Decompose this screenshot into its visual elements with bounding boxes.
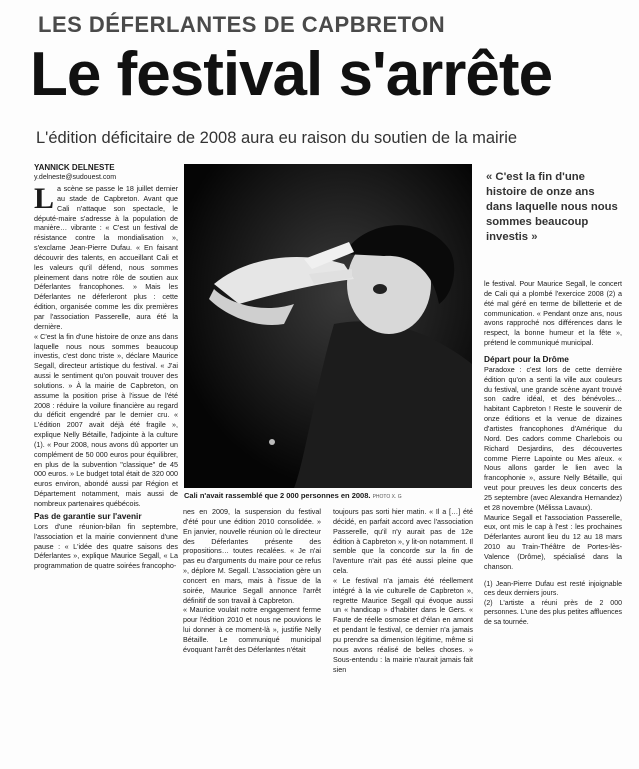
subheading-avenir: Pas de garantie sur l'avenir — [34, 510, 142, 521]
column-1-paragraph-2: « C'est la fin d'une histoire de onze ans dans laquelle nous nous sommes beaucoup investis, c'est donc triste », déclare Maurice Segall, directeur artistique du festival. « J'ai aussi le sentiment qu'on pouvait trouver des solutions. » À la mairie de Capbreton, on assume la position prise à l'issue de l'été 2008 : réduire la voilure financière au regard du déficit engendré par le dernier cru. « L'édition 2007 avait déjà été fragile », explique Nelly Bétaille, l'adjointe à la culture (1). « Pour 2008, nous avons dû apporter un complément de 50 000 euros pour équilibrer, en plus de la subvention "classique" de 45 000 euros. » Le budget total était de 320 000 euros environ, abondé aussi par Région et Département notamment, mais aussi de nombreux partenaires québécois. — [34, 331, 178, 508]
article-column-4 — [484, 279, 622, 627]
concert-photo — [184, 164, 472, 488]
column-1-text: a scène se passe le 18 juillet dernier au stade de Capbreton. Avant que Cali n'attaque son spectacle, le député-maire s'adresse à la population de manière… vibrante : « C'est un festival de résistance contre la mondialisation », s'exclame Jean-Pierre Dufau. « En faisant découvrir des talents, en accueillant Cali et les valeurs qu'il défend, nous sommes pleinement dans notre rôle de soutien aux Déferlantes francophones. » Mais les Déferlantes ne déferleront plus : cette édition, organisée comme les dix premières par l'association Passerelle, aura été la dernière. — [34, 184, 178, 331]
drop-cap: L — [34, 182, 55, 215]
article-column-1 — [34, 184, 178, 571]
column-1-paragraph-3: Lors d'une réunion-bilan fin septembre, l'association et la mairie conviennent d'une pause : « L'idée des quatre saisons des Déferlantes », explique Maurice Segall, « La programmation de quatre soirées francopho- — [34, 521, 178, 571]
subheadline: L'édition déficitaire de 2008 aura eu raison du soutien de la mairie — [36, 129, 518, 147]
author-name: YANNICK DELNESTE — [34, 163, 115, 172]
singer-photo-illustration — [184, 164, 472, 488]
column-2-paragraph-1: nes en 2009, la suspension du festival d'été pour une édition 2010 consolidée. » En janvier, nouvelle réunion où le directeur des Déferlantes présente des propositions… toutes recalées. « Je n'ai pas eu d'arguments du maire pour ce refus », déplore M. Segall. L'association gère un concert en mars, mais à l'issue de la soirée, Maurice Segall annonce l'arrêt définitif de son travail à Capbreton. — [183, 507, 321, 605]
column-4-paragraph-1: le festival. Pour Maurice Segall, le concert de Cali qui a plombé l'exercice 2008 (2) a été mal géré en terme de billetterie et de communication. « Pendant onze ans, nous avons rapproché nos différences dans le respect, la bonne humeur et la fête », prétend le communiqué municipal. — [484, 279, 622, 348]
column-4-paragraph-3: Maurice Segall et l'association Passerelle, eux, ont mis le cap à l'est : les prochaines Déferlantes auront lieu du 12 au 18 mars 2010 au Train-Théâtre de Portes-lès-Valence (Drôme), spécialisé dans la chanson. — [484, 512, 622, 571]
column-2-paragraph-2: « Maurice voulait notre engagement ferme pour l'édition 2010 et nous ne pouvions le lui donner à ce moment-là », justifie Nelly Bétaille. Le communiqué municipal évoquant l'arrêt des Déferlantes n'était — [183, 605, 321, 654]
kicker: LES DÉFERLANTES DE CAPBRETON — [38, 12, 446, 37]
column-1-paragraph — [34, 184, 178, 332]
column-4-paragraph-2: Paradoxe : c'est lors de cette dernière édition qu'on a senti la ville aux couleurs du festival, une grande scène ayant trouvé son cadre idéal, et des bénévoles… habitant Capbreton ! Reste le souvenir de onze éditions et la venue de dizaines d'artistes francophones d'Amérique du Nord. Des cadors comme Charlebois ou Richard Desjardins, des découvertes comme Pierre Lapointe ou Mes aïeux. « Nous allons garder le lien avec la francophonie », assure Nelly Bétaille, qui veut pour preuves les deux concerts des 25 septembre (avec Alexandra Hernandez) et 28 novembre (Mélissa Lavaux). — [484, 364, 622, 512]
headline: Le festival s'arrête — [30, 40, 553, 109]
photo-caption — [184, 490, 472, 503]
footnote-2: (2) L'artiste a réuni près de 2 000 personnes. L'une des plus petites affluences de sa tournée. — [484, 599, 622, 626]
footnote-1: (1) Jean-Pierre Dufau est resté injoignable ces deux derniers jours. — [484, 580, 622, 598]
caption-text: Cali n'avait rassemblé que 2 000 personnes en 2008. — [184, 491, 371, 500]
subheading-drome: Départ pour la Drôme — [484, 353, 569, 364]
article-column-3 — [333, 507, 473, 674]
column-3-paragraph-2: « Le festival n'a jamais été réellement intégré à la vie culturelle de Capbreton », regrette Maurice Segall qui évoque aussi un « handicap » d'habiter dans le Gers. « Faute de réelle osmose et d'élan en amont et pendant le festival, ce dernier n'a jamais pu prendre sa dimension légitime, même si nous avons réalisé de belles choses. » Sous-entendu : la mairie n'aurait jamais fait sien — [333, 575, 473, 674]
column-3-paragraph-1: toujours pas sorti hier matin. « Il a […] été décidé, en parfait accord avec l'association Passerelle, qu'il n'y aurait pas de 12e édition à Capbreton », y lit-on notamment. Il semble que la concorde sur la fin de l'aventure n'ait pas été aussi pleine que cela. — [333, 507, 473, 576]
pull-quote: « C'est la fin d'une histoire de onze ans dans laquelle nous nous sommes beaucoup investis » — [486, 171, 618, 243]
pull-quote-text: C'est la fin d'une histoire de onze ans dans laquelle nous nous sommes beaucoup investis — [486, 171, 618, 243]
author-email: y.delneste@sudouest.com — [34, 174, 117, 181]
photo-credit: PHOTO X. G — [372, 494, 402, 500]
article-column-2 — [183, 507, 321, 655]
